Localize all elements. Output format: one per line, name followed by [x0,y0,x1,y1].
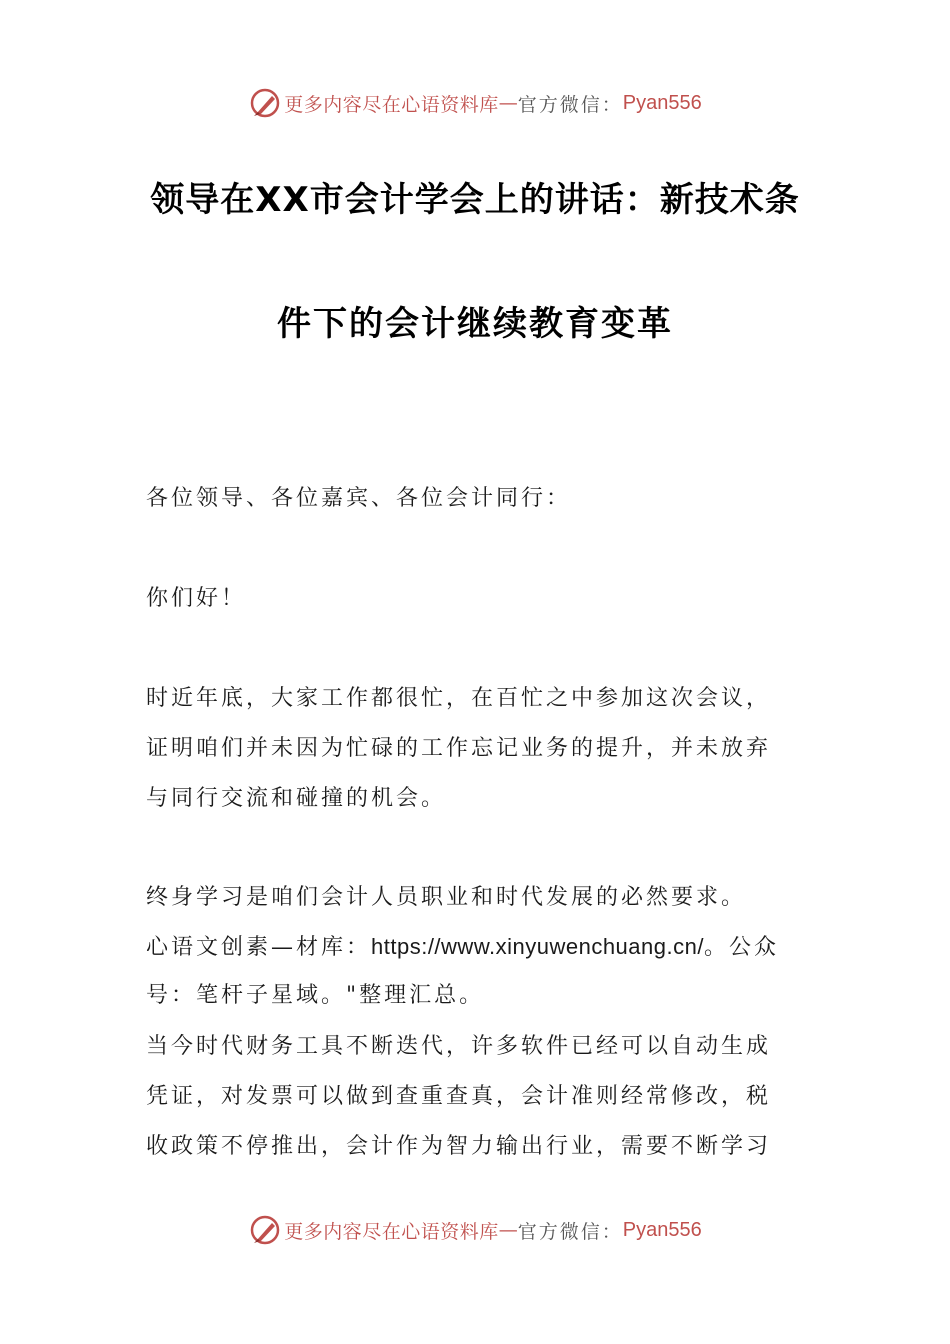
banner-text: 更多内容尽在心语资料库 [284,93,499,116]
pen-logo-icon [248,86,282,120]
banner-separator: — [498,1219,518,1241]
header-banner [0,86,950,120]
greeting-text: 你们好！ [146,586,247,611]
banner-wechat-label: 官方微信： [517,1220,623,1243]
promo-suffix: 。公众 [703,935,779,960]
paragraph-1 [146,674,806,824]
pen-logo-icon [248,1213,282,1247]
paragraph-line: 收政策不停推出，会计作为智力输出行业，需要不断学习 [146,1134,772,1159]
promo-line-2: 号：笔杆子星域。"整理汇总。 [146,983,485,1008]
paragraph-line: 与同行交流和碰撞的机会。 [146,786,447,811]
promo-url-link[interactable]: https://www.xinyuwenchuang.cn/ [371,934,704,959]
document-title-line-1: 领导在XX市会计学会上的讲话：新技术条 [150,180,800,220]
document-title-line-2: 件下的会计继续教育变革 [277,304,673,344]
banner-separator: — [498,92,518,114]
paragraph-line: 终身学习是咱们会计人员职业和时代发展的必然要求。 [146,885,747,910]
banner-wechat-label: 官方微信： [517,93,623,116]
greeting [146,574,806,624]
promo-prefix: 心语文创素—材库： [146,935,372,960]
paragraph-2 [146,873,806,1020]
salutation-text: 各位领导、各位嘉宾、各位会计同行： [146,486,572,511]
promo-line [146,922,806,971]
banner-wechat-id: Pyan556 [622,1218,702,1241]
banner-wechat-id: Pyan556 [622,91,702,114]
paragraph-line: 当今时代财务工具不断迭代，许多软件已经可以自动生成 [146,1034,772,1059]
paragraph-3 [146,1022,806,1172]
salutation [146,474,806,524]
paragraph-line: 证明咱们并未因为忙碌的工作忘记业务的提升，并未放弃 [146,736,772,761]
banner-text: 更多内容尽在心语资料库 [284,1220,499,1243]
paragraph-line: 时近年底，大家工作都很忙，在百忙之中参加这次会议， [146,686,772,711]
paragraph-line: 凭证，对发票可以做到查重查真，会计准则经常修改，税 [146,1084,772,1109]
footer-banner [0,1213,950,1247]
